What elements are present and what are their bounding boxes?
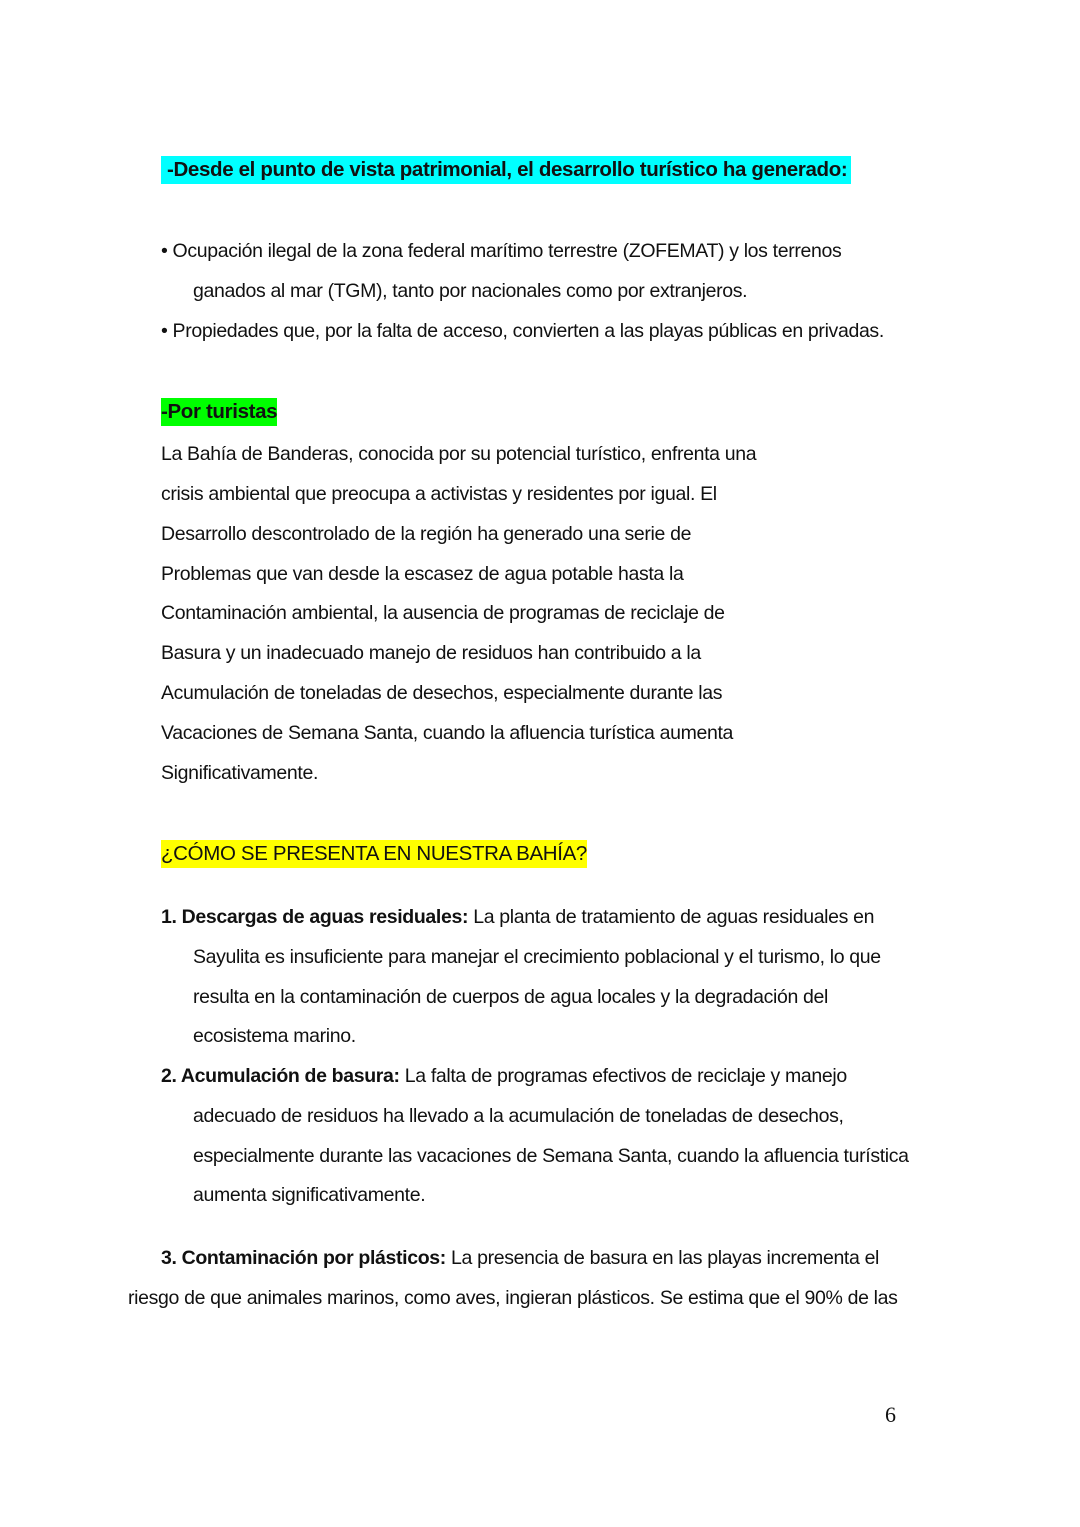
list-item-descargas bbox=[161, 905, 874, 929]
list-item-acumulacion bbox=[161, 1064, 847, 1088]
list-item-line: especialmente durante las vacaciones de Semana Santa, cuando la afluencia turística bbox=[193, 1145, 909, 1167]
paragraph-line: Acumulación de toneladas de desechos, especialmente durante las bbox=[161, 682, 723, 704]
list-item-title: 3. Contaminación por plásticos: bbox=[161, 1247, 446, 1269]
list-item-title: 2. Acumulación de basura: bbox=[161, 1065, 400, 1087]
heading-por-turistas bbox=[161, 400, 277, 424]
paragraph-line: Basura y un inadecuado manejo de residuos han contribuido a la bbox=[161, 642, 701, 664]
paragraph-line: Significativamente. bbox=[161, 762, 319, 784]
list-item-text: La planta de tratamiento de aguas residuales en bbox=[468, 906, 875, 928]
list-item-line: aumenta significativamente. bbox=[193, 1184, 426, 1206]
heading-como-se-presenta-text: ¿CÓMO SE PRESENTA EN NUESTRA BAHÍA? bbox=[161, 840, 587, 868]
list-item-title: 1. Descargas de aguas residuales: bbox=[161, 906, 469, 928]
list-item-text: La presencia de basura en las playas incrementa el bbox=[445, 1247, 880, 1269]
heading-por-turistas-text: -Por turistas bbox=[161, 398, 277, 426]
page-number: 6 bbox=[885, 1402, 896, 1427]
paragraph-line: Vacaciones de Semana Santa, cuando la afluencia turística aumenta bbox=[161, 722, 734, 744]
paragraph-line: crisis ambiental que preocupa a activistas y residentes por igual. El bbox=[161, 483, 717, 505]
list-item-line: riesgo de que animales marinos, como aves, ingieran plásticos. Se estima que el 90% de las bbox=[128, 1287, 898, 1309]
paragraph-line: La Bahía de Banderas, conocida por su potencial turístico, enfrenta una bbox=[161, 443, 757, 465]
list-item-line: ecosistema marino. bbox=[193, 1025, 356, 1047]
list-item-text: La falta de programas efectivos de reciclaje y manejo bbox=[399, 1065, 847, 1087]
heading-patrimonial-text: -Desde el punto de vista patrimonial, el desarrollo turístico ha generado: bbox=[161, 156, 851, 184]
list-item-line: Sayulita es insuficiente para manejar el crecimiento poblacional y el turismo, lo que bbox=[193, 946, 881, 968]
bullet-zofemat-line2: ganados al mar (TGM), tanto por nacionales como por extranjeros. bbox=[193, 280, 748, 302]
list-item-line: resulta en la contaminación de cuerpos de agua locales y la degradación del bbox=[193, 986, 829, 1008]
heading-como-se-presenta bbox=[161, 842, 587, 866]
paragraph-line: Contaminación ambiental, la ausencia de programas de reciclaje de bbox=[161, 602, 725, 624]
paragraph-line: Problemas que van desde la escasez de agua potable hasta la bbox=[161, 563, 684, 585]
bullet-propiedades: • Propiedades que, por la falta de acceso, convierten a las playas públicas en privadas. bbox=[161, 320, 884, 342]
list-item-plasticos bbox=[161, 1246, 879, 1270]
paragraph-line: Desarrollo descontrolado de la región ha generado una serie de bbox=[161, 523, 692, 545]
list-item-line: adecuado de residuos ha llevado a la acumulación de toneladas de desechos, bbox=[193, 1105, 844, 1127]
bullet-zofemat-line1: • Ocupación ilegal de la zona federal marítimo terrestre (ZOFEMAT) y los terrenos bbox=[161, 240, 842, 262]
heading-patrimonial bbox=[161, 158, 851, 182]
